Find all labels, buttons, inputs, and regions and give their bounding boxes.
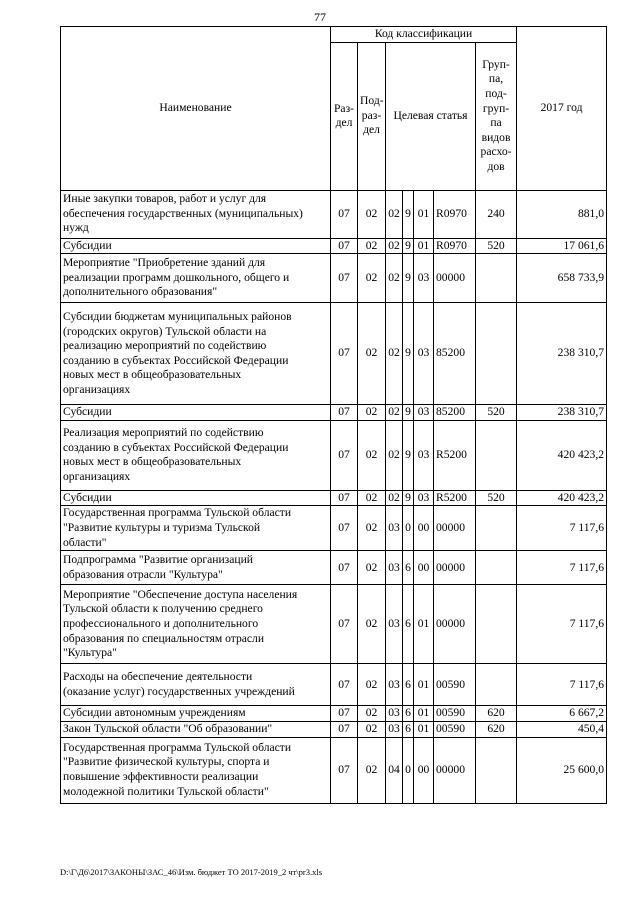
row-name: Мероприятие "Обеспечение доступа населения Тульской области к получению среднего профессионального и дополнительного образования по специальностям отрасли "Культура" [61, 585, 331, 664]
row-amount: 7 117,6 [517, 664, 607, 706]
row-podrazdel: 02 [358, 405, 386, 421]
file-path-footer: D:\Г\Д6\2017\ЗАКОНЫ\ЗАС_46\Изм. бюджет ТО 2017-2019_2 чт\pr3.xls [60, 867, 323, 877]
row-name: Закон Тульской области "Об образовании" [61, 721, 331, 737]
row-podrazdel: 02 [358, 506, 386, 551]
row-amount: 7 117,6 [517, 506, 607, 551]
row-target-program: 03 [386, 721, 403, 737]
row-target-subprogram: 0 [403, 506, 414, 551]
row-target-event: 00 [414, 737, 434, 803]
budget-table [60, 26, 607, 804]
table-body [61, 190, 607, 803]
table-row [61, 721, 607, 737]
row-target-event: 01 [414, 721, 434, 737]
row-target-event: 03 [414, 303, 434, 405]
header-year: 2017 год [517, 27, 607, 191]
header-group: Груп- па, под- груп- па видов расхо- дов [476, 42, 517, 190]
row-razdel: 07 [331, 238, 358, 254]
row-name: Субсидии [61, 405, 331, 421]
row-razdel: 07 [331, 254, 358, 303]
row-target-program: 03 [386, 664, 403, 706]
row-target-program: 02 [386, 303, 403, 405]
row-target-event: 03 [414, 490, 434, 506]
row-target-subprogram: 9 [403, 254, 414, 303]
table-row [61, 737, 607, 803]
row-amount: 238 310,7 [517, 405, 607, 421]
row-podrazdel: 02 [358, 490, 386, 506]
row-target-event: 00 [414, 551, 434, 585]
row-target-event: 03 [414, 254, 434, 303]
row-target-program: 02 [386, 405, 403, 421]
row-expense-type: 620 [476, 706, 517, 722]
row-amount: 420 423,2 [517, 420, 607, 490]
row-target-direction: 00590 [434, 706, 476, 722]
row-target-program: 03 [386, 585, 403, 664]
row-razdel: 07 [331, 303, 358, 405]
row-amount: 17 061,6 [517, 238, 607, 254]
row-expense-type [476, 737, 517, 803]
row-expense-type: 240 [476, 190, 517, 238]
row-amount: 6 667,2 [517, 706, 607, 722]
table-row [61, 551, 607, 585]
row-razdel: 07 [331, 664, 358, 706]
row-target-direction: 00000 [434, 254, 476, 303]
row-razdel: 07 [331, 551, 358, 585]
row-target-direction: R0970 [434, 238, 476, 254]
row-podrazdel: 02 [358, 190, 386, 238]
row-target-subprogram: 9 [403, 420, 414, 490]
row-target-event: 01 [414, 664, 434, 706]
row-podrazdel: 02 [358, 737, 386, 803]
row-target-direction: R5200 [434, 420, 476, 490]
row-expense-type [476, 585, 517, 664]
row-name: Субсидии [61, 490, 331, 506]
table-row [61, 238, 607, 254]
row-target-direction: R5200 [434, 490, 476, 506]
header-razdel: Раз- дел [331, 42, 358, 190]
row-razdel: 07 [331, 706, 358, 722]
row-expense-type [476, 303, 517, 405]
row-podrazdel: 02 [358, 420, 386, 490]
row-target-event: 01 [414, 190, 434, 238]
row-target-program: 02 [386, 490, 403, 506]
row-target-subprogram: 9 [403, 405, 414, 421]
table-row [61, 585, 607, 664]
row-razdel: 07 [331, 420, 358, 490]
row-target-program: 03 [386, 506, 403, 551]
table-row [61, 405, 607, 421]
row-expense-type [476, 506, 517, 551]
row-expense-type [476, 664, 517, 706]
row-expense-type: 520 [476, 490, 517, 506]
row-target-subprogram: 6 [403, 551, 414, 585]
row-expense-type: 520 [476, 405, 517, 421]
row-expense-type: 620 [476, 721, 517, 737]
row-target-subprogram: 0 [403, 737, 414, 803]
table-row [61, 664, 607, 706]
row-razdel: 07 [331, 490, 358, 506]
row-amount: 420 423,2 [517, 490, 607, 506]
row-target-subprogram: 9 [403, 190, 414, 238]
row-target-event: 03 [414, 420, 434, 490]
row-target-direction: 00590 [434, 721, 476, 737]
row-target-event: 01 [414, 706, 434, 722]
row-name: Субсидии бюджетам муниципальных районов (городских округов) Тульской области на реализацию мероприятий по содействию созданию в субъектах Российской Федерации новых мест в общеобразовательных организациях [61, 303, 331, 405]
row-target-subprogram: 6 [403, 721, 414, 737]
row-target-program: 03 [386, 551, 403, 585]
row-amount: 7 117,6 [517, 585, 607, 664]
header-code: Код классификации [331, 27, 517, 43]
table-row [61, 506, 607, 551]
row-podrazdel: 02 [358, 664, 386, 706]
row-amount: 7 117,6 [517, 551, 607, 585]
table-row [61, 303, 607, 405]
row-podrazdel: 02 [358, 254, 386, 303]
row-target-direction: 00000 [434, 506, 476, 551]
table-header [61, 27, 607, 191]
row-razdel: 07 [331, 585, 358, 664]
row-target-event: 00 [414, 506, 434, 551]
row-name: Расходы на обеспечение деятельности (оказание услуг) государственных учреждений [61, 664, 331, 706]
page-number: 77 [314, 10, 326, 24]
table-row [61, 490, 607, 506]
row-razdel: 07 [331, 405, 358, 421]
row-amount: 881,0 [517, 190, 607, 238]
row-target-event: 01 [414, 238, 434, 254]
row-target-event: 03 [414, 405, 434, 421]
table-row [61, 254, 607, 303]
row-razdel: 07 [331, 721, 358, 737]
table-row [61, 706, 607, 722]
row-name: Субсидии [61, 238, 331, 254]
row-target-direction: R0970 [434, 190, 476, 238]
row-podrazdel: 02 [358, 585, 386, 664]
row-razdel: 07 [331, 190, 358, 238]
row-amount: 238 310,7 [517, 303, 607, 405]
row-target-event: 01 [414, 585, 434, 664]
row-target-subprogram: 9 [403, 490, 414, 506]
row-target-subprogram: 9 [403, 238, 414, 254]
row-name: Государственная программа Тульской области "Развитие физической культуры, спорта и повышение эффективности реализации молодежной политики Тульской области" [61, 737, 331, 803]
row-target-subprogram: 6 [403, 585, 414, 664]
row-podrazdel: 02 [358, 721, 386, 737]
row-expense-type [476, 254, 517, 303]
row-expense-type [476, 551, 517, 585]
header-name: Наименование [61, 27, 331, 191]
row-amount: 25 600,0 [517, 737, 607, 803]
row-name: Мероприятие "Приобретение зданий для реализации программ дошкольного, общего и дополнительного образования" [61, 254, 331, 303]
row-name: Субсидии автономным учреждениям [61, 706, 331, 722]
row-target-program: 03 [386, 706, 403, 722]
row-target-direction: 00590 [434, 664, 476, 706]
row-podrazdel: 02 [358, 551, 386, 585]
row-podrazdel: 02 [358, 238, 386, 254]
row-target-program: 02 [386, 420, 403, 490]
row-target-subprogram: 6 [403, 664, 414, 706]
row-target-program: 04 [386, 737, 403, 803]
table-row [61, 190, 607, 238]
row-podrazdel: 02 [358, 303, 386, 405]
row-name: Реализация мероприятий по содействию созданию в субъектах Российской Федерации новых мест в общеобразовательных организациях [61, 420, 331, 490]
row-target-direction: 00000 [434, 585, 476, 664]
table-row [61, 420, 607, 490]
header-podrazdel: Под- раз- дел [358, 42, 386, 190]
row-name: Иные закупки товаров, работ и услуг для обеспечения государственных (муниципальных) нужд [61, 190, 331, 238]
row-target-subprogram: 6 [403, 706, 414, 722]
row-target-direction: 00000 [434, 551, 476, 585]
header-target: Целевая статья [386, 42, 476, 190]
row-razdel: 07 [331, 506, 358, 551]
row-target-program: 02 [386, 238, 403, 254]
row-amount: 450,4 [517, 721, 607, 737]
row-expense-type: 520 [476, 238, 517, 254]
row-razdel: 07 [331, 737, 358, 803]
row-amount: 658 733,9 [517, 254, 607, 303]
row-target-direction: 85200 [434, 405, 476, 421]
row-name: Государственная программа Тульской области "Развитие культуры и туризма Тульской области" [61, 506, 331, 551]
row-target-program: 02 [386, 190, 403, 238]
row-podrazdel: 02 [358, 706, 386, 722]
row-target-program: 02 [386, 254, 403, 303]
row-expense-type [476, 420, 517, 490]
row-name: Подпрограмма "Развитие организаций образования отрасли "Культура" [61, 551, 331, 585]
row-target-direction: 00000 [434, 737, 476, 803]
row-target-direction: 85200 [434, 303, 476, 405]
row-target-subprogram: 9 [403, 303, 414, 405]
